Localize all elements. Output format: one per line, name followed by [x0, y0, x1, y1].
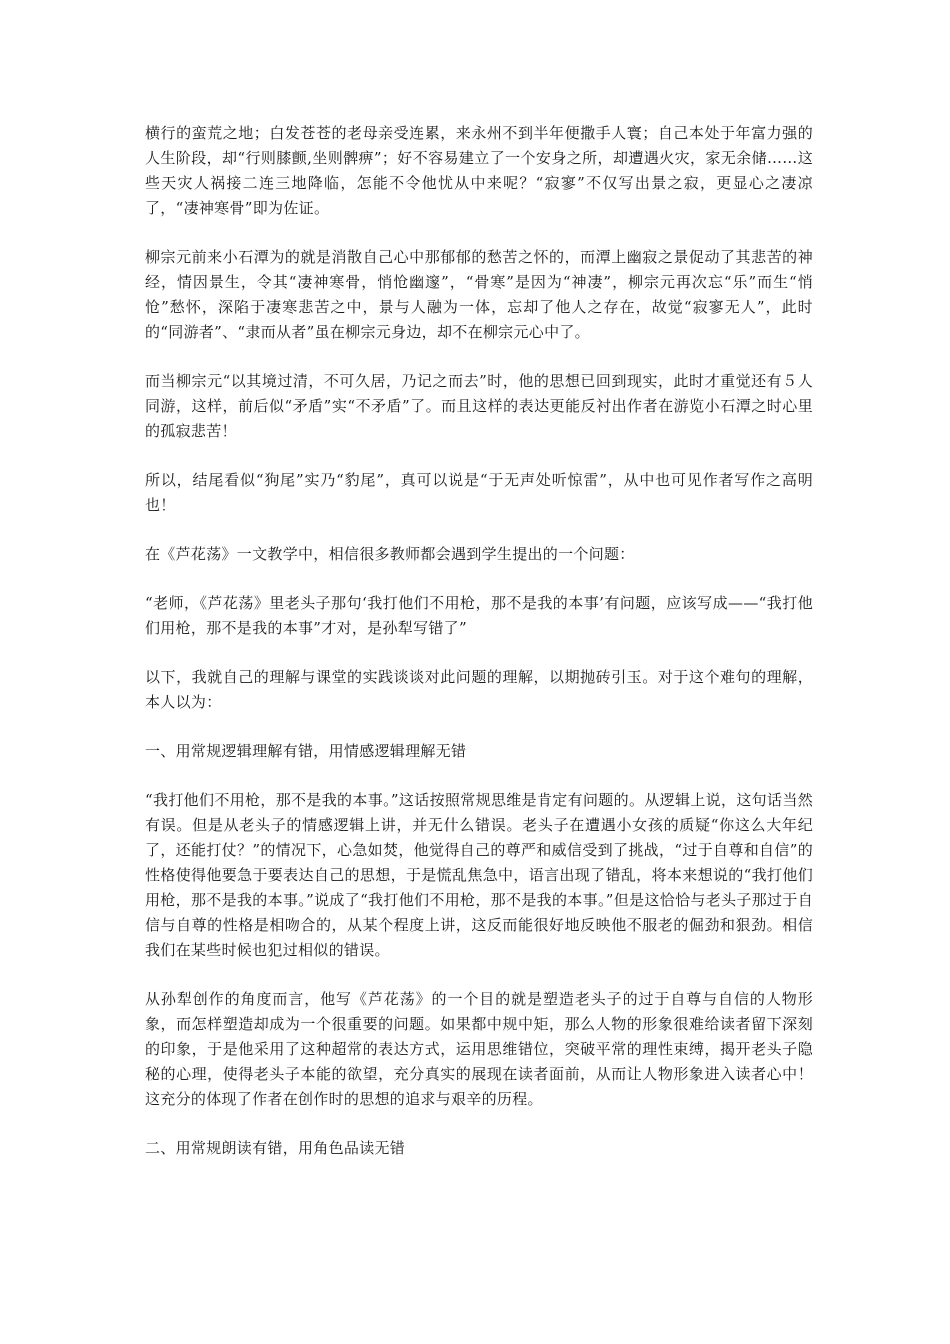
- paragraph: 而当柳宗元“以其境过清，不可久居，乃记之而去”时，他的思想已回到现实，此时才重觉还有５人同游，这样，前后似“矛盾”实“不矛盾”了。而且这样的表达更能反衬出作者在游览小石潭之时心里的孤寂悲苦！: [145, 372, 813, 440]
- section-heading: 二、用常规朗读有错，用角色品读无错: [145, 1139, 406, 1157]
- document-page: [145, 121, 813, 1185]
- section-heading: 一、用常规逻辑理解有错，用情感逻辑理解无错: [145, 742, 467, 760]
- paragraph: “我打他们不用枪，那不是我的本事。”这话按照常规思维是肯定有问题的。从逻辑上说，这句话当然有误。但是从老头子的情感逻辑上讲，并无什么错误。老头子在遭遇小女孩的质疑“你这么大年纪了，还能打仗？”的情况下，心急如焚，他觉得自己的尊严和威信受到了挑战，“过于自尊和自信”的性格使得他要急于要表达自己的思想，于是慌乱焦急中，语言出现了错乱，将本来想说的“我打他们用枪，那不是我的本事。”说成了“我打他们不用枪，那不是我的本事。”但是这恰恰与老头子那过于自信与自尊的性格是相吻合的，从某个程度上讲，这反而能很好地反映他不服老的倔劲和狠劲。相信我们在某些时候也犯过相似的错误。: [145, 791, 813, 959]
- paragraph: 从孙犁创作的角度而言，他写《芦花荡》的一个目的就是塑造老头子的过于自尊与自信的人物形象，而怎样塑造却成为一个很重要的问题。如果都中规中矩，那么人物的形象很难给读者留下深刻的印象，于是他采用了这种超常的表达方式，运用思维错位，突破平常的理性束缚，揭开老头子隐秘的心理，使得老头子本能的欲望，充分真实的展现在读者面前，从而让人物形象进入读者心中！这充分的体现了作者在创作时的思想的追求与艰辛的历程。: [145, 990, 813, 1108]
- paragraph: 以下，我就自己的理解与课堂的实践谈谈对此问题的理解，以期抛砖引玉。对于这个难句的理解，本人以为：: [145, 668, 813, 711]
- paragraph: 柳宗元前来小石潭为的就是消散自己心中那郁郁的愁苦之怀的，而潭上幽寂之景促动了其悲苦的神经，情因景生，令其“凄神寒骨，悄怆幽邃”，“骨寒”是因为“神凄”，柳宗元再次忘“乐”而生“悄怆”愁怀，深陷于凄寒悲苦之中，景与人融为一体，忘却了他人之存在，故觉“寂寥无人”，此时的“同游者”、“隶而从者”虽在柳宗元身边，却不在柳宗元心中了。: [145, 248, 813, 341]
- paragraph: 所以，结尾看似“狗尾”实乃“豹尾”，真可以说是“于无声处听惊雷”，从中也可见作者写作之高明也！: [145, 471, 813, 514]
- paragraph: “老师，《芦花荡》里老头子那句‘我打他们不用枪，那不是我的本事’有问题，应该写成——“我打他们用枪，那不是我的本事”才对，是孙犁写错了”: [145, 594, 813, 637]
- paragraph: 横行的蛮荒之地；白发苍苍的老母亲受连累，来永州不到半年便撒手人寰；自己本处于年富力强的人生阶段，却“行则膝颤,坐则髀痹”；好不容易建立了一个安身之所，却遭遇火灾，家无余储……这些天灾人祸接二连三地降临，怎能不令他忧从中来呢？“寂寥”不仅写出景之寂，更显心之凄凉了，“凄神寒骨”即为佐证。: [145, 124, 813, 217]
- paragraph: 在《芦花荡》一文教学中，相信很多教师都会遇到学生提出的一个问题：: [145, 545, 635, 563]
